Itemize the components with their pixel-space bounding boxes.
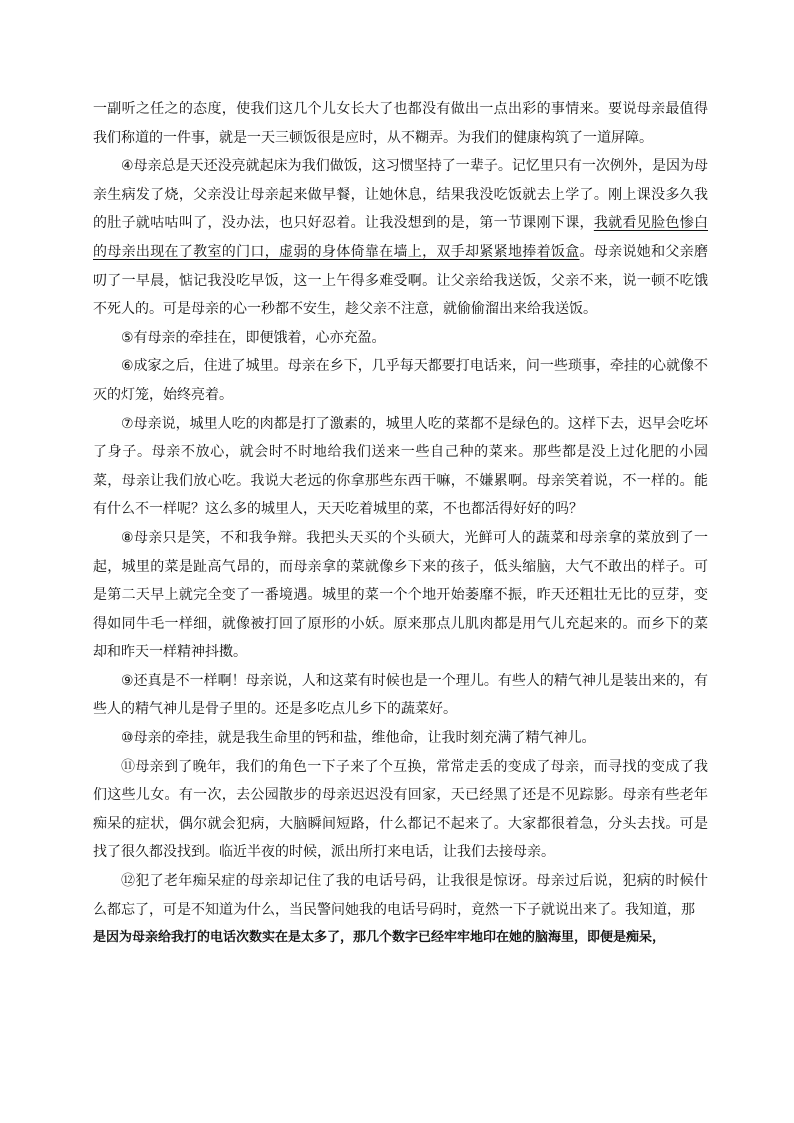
paragraph-4 (93, 152, 708, 324)
paragraph-4-text-after: 。母亲说她和父亲磨叨了一早晨，惦记我没吃早饭，这一上午得多难受啊。让父亲给我送饭，父亲不来，说一顿不吃饿不死人的。可是母亲的心一秒都不安生，趁父亲不注意，就偷偷溜出来给我送饭。 (93, 243, 709, 318)
underlined-sentence: 我就看见脸色惨白的母亲出现在了教室的门口，虚弱的身体倚靠在墙上，双手却紧紧地捧着饭盒 (93, 215, 709, 260)
paragraph-10: ⑩母亲的牵挂，就是我生命里的钙和盐，维他命，让我时刻充满了精气神儿。 (121, 730, 596, 747)
paragraph-7: ⑦母亲说，城里人吃的肉都是打了激素的，城里人吃的菜都不是绿色的。这样下去，迟早会吃坏了身子。母亲不放心，就会时不时地给我们送来一些自己种的菜来。那些都是没上过化肥的小园菜，母亲让我们放心吃。我说大老远的你拿那些东西干嘛，不嫌累啊。母亲笑着说，不一样的。能有什么不一样呢？这么多的城里人，天天吃着城里的菜，不也都活得好好的吗？ (93, 415, 708, 518)
paragraph-6: ⑥成家之后，住进了城里。母亲在乡下，几乎每天都要打电话来，问一些琐事，牵挂的心就像不灭的灯笼，始终亮着。 (93, 358, 708, 403)
paragraph-12: ⑫犯了老年痴呆症的母亲却记住了我的电话号码，让我很是惊讶。母亲过后说，犯病的时候什么都忘了，可是不知道为什么，当民警问她我的电话号码时，竟然一下子就说出来了。我知道，那 (93, 873, 708, 918)
paragraph-continuation: 一副听之任之的态度，使我们这几个儿女长大了也都没有做出一点出彩的事情来。要说母亲最值得我们称道的一件事，就是一天三顿饭很是应时，从不糊弄。为我们的健康构筑了一道屏障。 (93, 101, 708, 146)
paragraph-12-final-line: 是因为母亲给我打的电话次数实在是太多了，那几个数字已经牢牢地印在她的脑海里，即便是痴呆， (93, 930, 666, 946)
article-body (93, 95, 708, 953)
paragraph-8: ⑧母亲只是笑，不和我争辩。我把头天买的个头硕大，光鲜可人的蔬菜和母亲拿的菜放到了一起，城里的菜是趾高气昂的，而母亲拿的菜就像乡下来的孩子，低头缩脑，大气不敢出的样子。可是第二天早上就完全变了一番境遇。城里的菜一个个地开始萎靡不振，昨天还粗壮无比的豆芽，变得如同牛毛一样细，就像被打回了原形的小妖。原来那点儿肌肉都是用气儿充起来的。而乡下的菜却和昨天一样精神抖擞。 (93, 529, 708, 661)
paragraph-9: ⑨还真是不一样啊！母亲说，人和这菜有时候也是一个理儿。有些人的精气神儿是装出来的，有些人的精气神儿是骨子里的。还是多吃点儿乡下的蔬菜好。 (93, 672, 708, 718)
paragraph-4-text-before: ④母亲总是天还没亮就起床为我们做饭，这习惯坚持了一辈子。记忆里只有一次例外，是因为母亲生病发了烧，父亲没让母亲起来做早餐，让她休息，结果我没吃饭就去上学了。刚上课没多久我的肚子就咕咕叫了，没办法，也只好忍着。让我没想到的是，第一节课刚下课， (93, 158, 708, 232)
paragraph-5: ⑤有母亲的牵挂在，即便饿着，心亦充盈。 (121, 329, 386, 346)
paragraph-11: ⑪母亲到了晚年，我们的角色一下子来了个互换，常常走丢的变成了母亲，而寻找的变成了我们这些儿女。有一次，去公园散步的母亲迟迟没有回家，天已经黑了还是不见踪影。母亲有些老年痴呆的症状，偶尔就会犯病，大脑瞬间短路，什么都记不起来了。大家都很着急，分头去找。可是找了很久都没找到。临近半夜的时候，派出所打来电话，让我们去接母亲。 (93, 758, 708, 861)
